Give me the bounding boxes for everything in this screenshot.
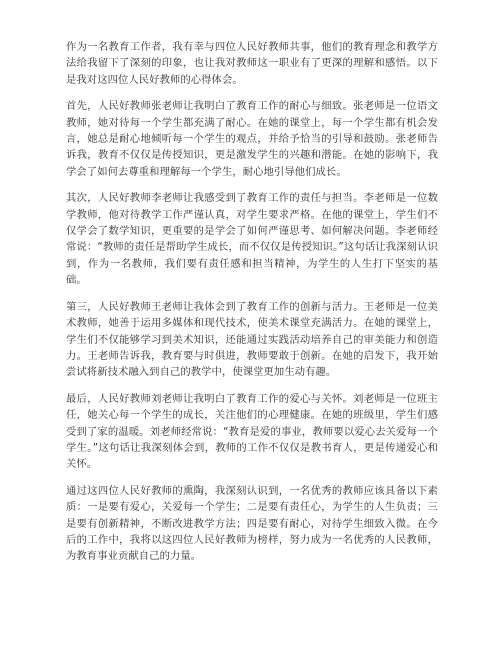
document-body xyxy=(66,39,438,575)
paragraph-teacher-li: 其次，人民好教师李老师让我感受到了教育工作的责任与担当。李老师是一位数学教师，他对待教学工作严谨认真，对学生要求严格。在他的课堂上，学生们不仅学会了数学知识，更重要的是学会了如何严谨思考、如何解决问题。李老师经常说：“教师的责任是帮助学生成长，而不仅仅是传授知识。”这句话让我深刻认识到，作为一名教师，我们要有责任感和担当精神，为学生的人生打下坚实的基础。 xyxy=(66,192,438,287)
intro-paragraph: 作为一名教育工作者，我有幸与四位人民好教师共事，他们的教育理念和教学方法给我留下了深刻的印象，也让我对教师这一职业有了更深的理解和感悟。以下是我对这四位人民好教师的心得体会。 xyxy=(66,41,438,86)
paragraph-teacher-wang: 第三，人民好教师王老师让我体会到了教育工作的创新与活力。王老师是一位美术教师，她善于运用多媒体和现代技术，使美术课堂充满活力。在她的课堂上，学生们不仅能够学习到美术知识，还能通过实践活动培养自己的审美能力和创造力。王老师告诉我，教育要与时俱进，教师要敢于创新。在她的启发下，我开始尝试将新技术融入到自己的教学中，使课堂更加生动有趣。 xyxy=(66,300,438,379)
conclusion-paragraph: 通过这四位人民好教师的熏陶，我深刻认识到，一名优秀的教师应该具备以下素质：一是要有爱心，关爱每一个学生；二是要有责任心，为学生的人生负责；三是要有创新精神，不断改进教学方法；四是要有耐心，对待学生细致入微。在今后的工作中，我将以这四位人民好教师为榜样，努力成为一名优秀的人民教师，为教育事业贡献自己的力量。 xyxy=(66,484,438,563)
paragraph-teacher-liu: 最后，人民好教师刘老师让我明白了教育工作的爱心与关怀。刘老师是一位班主任，她关心每一个学生的成长，关注他们的心理健康。在她的班级里，学生们感受到了家的温暖。刘老师经常说：“教育是爱的事业，教师要以爱心去关爱每一个学生。”这句话让我深刻体会到，教师的工作不仅仅是教书育人，更是传递爱心和关怀。 xyxy=(66,392,438,471)
paragraph-teacher-zhang: 首先，人民好教师张老师让我明白了教育工作的耐心与细致。张老师是一位语文教师，她对待每一个学生都充满了耐心。在她的课堂上，每一个学生都有机会发言，她总是耐心地倾听每一个学生的观点，并给予恰当的引导和鼓励。张老师告诉我，教育不仅仅是传授知识，更是激发学生的兴趣和潜能。在她的影响下，我学会了如何去尊重和理解每一个学生，耐心地引导他们成长。 xyxy=(66,100,438,178)
